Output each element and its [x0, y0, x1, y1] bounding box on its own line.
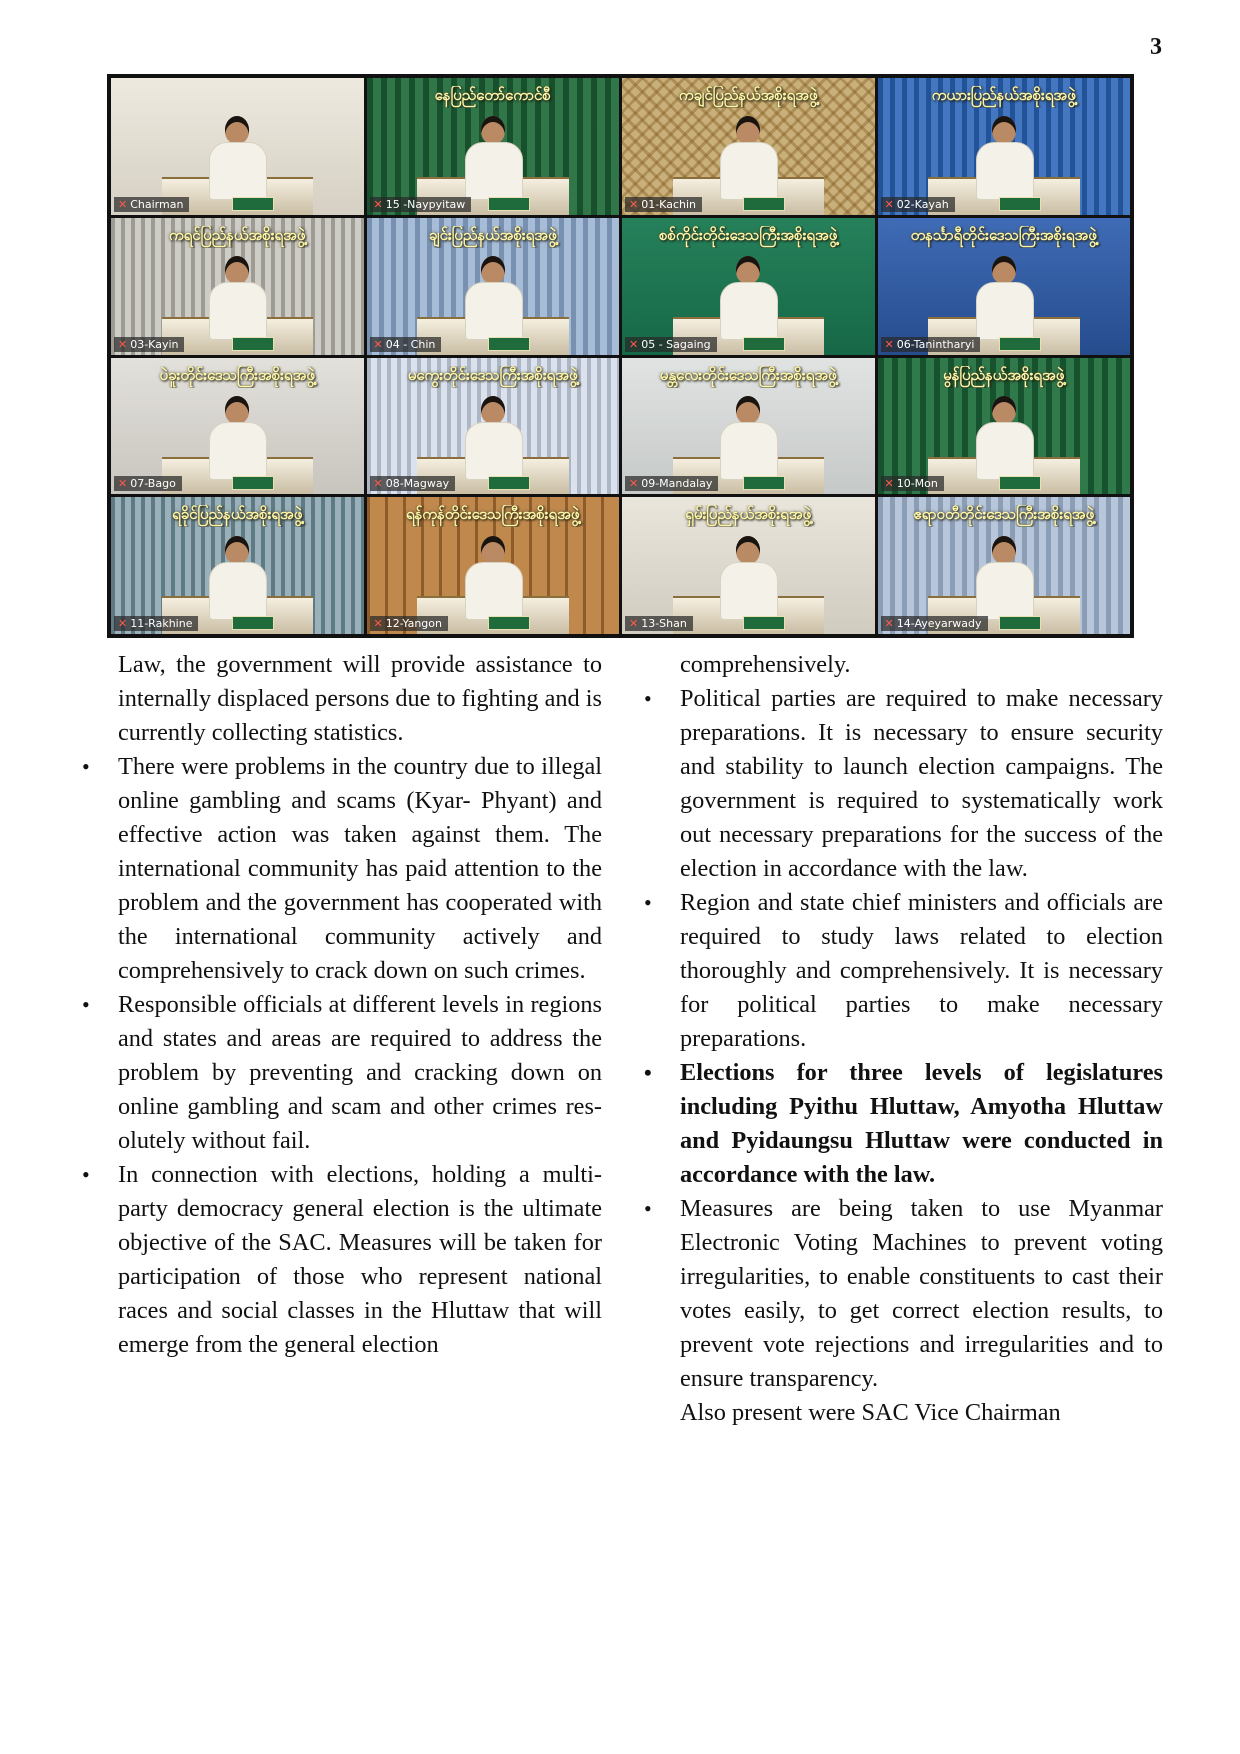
tile-label-text: 13-Shan [641, 617, 687, 630]
video-tile [111, 358, 364, 495]
nameplate [488, 197, 530, 211]
paragraph: comprehensively. [680, 651, 851, 678]
muted-mic-icon: ✕ [373, 337, 383, 351]
tile-label [114, 616, 198, 631]
muted-mic-icon: ✕ [884, 617, 894, 630]
tile-label-text: 04 - Chin [385, 337, 436, 351]
tile-banner: ဧရာဝတီတိုင်းဒေသကြီးအစိုးရအဖွဲ့ [913, 505, 1095, 524]
tile-label-text: 12-Yangon [385, 617, 442, 630]
tile-banner: ကချင်ပြည်နယ်အစိုးရအဖွဲ့ [678, 86, 818, 104]
muted-mic-icon: ✕ [629, 337, 639, 351]
tile-banner: နေပြည်တော်ကောင်စီ [434, 86, 551, 104]
participant-figure [465, 396, 521, 478]
tile-label-text: 11-Rakhine [130, 617, 193, 630]
tile-label [114, 476, 182, 491]
nameplate [232, 616, 274, 630]
tile-label [881, 476, 944, 491]
muted-mic-icon: ✕ [118, 477, 128, 491]
bullet-item: • In connection with elections, holding a multi-party democracy general election is the ultimate objective of the SAC. Measures will be taken for participation of those who represent national races and social classes in the Hluttaw that will emerge from the general election [118, 1158, 602, 1362]
video-tile [111, 78, 364, 215]
muted-mic-icon: ✕ [118, 617, 128, 630]
participant-figure [720, 536, 776, 618]
participant-figure [465, 116, 521, 198]
tile-label [114, 197, 189, 212]
video-tile [878, 78, 1131, 215]
tile-label-text: 14-Ayeyarwady [896, 617, 982, 630]
participant-figure [209, 116, 265, 198]
tile-label-text: 03-Kayin [130, 337, 179, 351]
video-tile [111, 497, 364, 634]
tile-label-text: 15 -Naypyitaw [385, 197, 466, 211]
nameplate [999, 476, 1041, 490]
nameplate [999, 616, 1041, 630]
paragraph: Law, the government will provide assistance to internally displaced persons due to fighting and is currently collecting statistics. [118, 651, 602, 746]
nameplate [743, 197, 785, 211]
nameplate [999, 197, 1041, 211]
video-tile [622, 218, 875, 355]
video-tile [367, 358, 620, 495]
participant-figure [465, 256, 521, 338]
left-column [118, 648, 602, 1362]
tile-label [881, 197, 955, 212]
tile-label [881, 337, 981, 352]
muted-mic-icon: ✕ [373, 477, 383, 491]
muted-mic-icon: ✕ [884, 477, 894, 491]
participant-figure [465, 536, 521, 618]
nameplate [488, 337, 530, 351]
nameplate [232, 197, 274, 211]
tile-banner: စစ်ကိုင်းတိုင်းဒေသကြီးအစိုးရအဖွဲ့ [659, 225, 838, 244]
tile-banner: ချင်းပြည်နယ်အစိုးရအဖွဲ့ [428, 225, 557, 244]
tile-banner: ပဲခူးတိုင်းဒေသကြီးအစိုးရအဖွဲ့ [159, 365, 315, 384]
tile-label-text: 07-Bago [130, 477, 176, 491]
bullet-item-bold: • Elections for three levels of legislatures including Pyithu Hluttaw, Amyotha Hluttaw and Pyidaungsu Hluttaw were conducted in accordance with the law. [680, 1056, 1163, 1192]
tile-banner: ရန်ကုန်တိုင်းဒေသကြီးအစိုးရအဖွဲ့ [406, 505, 580, 524]
tile-label-text: 05 - Sagaing [641, 337, 711, 351]
muted-mic-icon: ✕ [118, 337, 128, 351]
tile-label [114, 337, 184, 352]
muted-mic-icon: ✕ [373, 617, 383, 630]
nameplate [999, 337, 1041, 351]
bullet-item: • Political parties are required to make necessary preparations. It is necessary to ensure security and stability to launch election campaigns. The government is required to systematically work out necessary preparations for the success of the election in accordance with the law. [680, 682, 1163, 886]
tile-label-text: 08-Magway [385, 477, 450, 491]
tile-label [625, 616, 693, 631]
tile-label [625, 337, 717, 352]
nameplate [743, 337, 785, 351]
tile-label [881, 616, 988, 631]
tile-label [370, 616, 448, 631]
participant-figure [209, 536, 265, 618]
tile-banner: ရှမ်းပြည်နယ်အစိုးရအဖွဲ့ [685, 505, 812, 524]
muted-mic-icon: ✕ [884, 197, 894, 211]
nameplate [488, 476, 530, 490]
closing-paragraph: Also present were SAC Vice Chairman [680, 1399, 1061, 1426]
participant-figure [976, 396, 1032, 478]
participant-figure [976, 256, 1032, 338]
tile-label-text: 10-Mon [896, 477, 938, 491]
tile-label [370, 197, 472, 212]
video-tile [878, 497, 1131, 634]
nameplate [743, 616, 785, 630]
tile-label-text: 06-Tanintharyi [896, 337, 975, 351]
page-number: 3 [1150, 34, 1162, 60]
video-tile [367, 497, 620, 634]
participant-figure [209, 256, 265, 338]
video-tile [878, 218, 1131, 355]
nameplate [232, 476, 274, 490]
muted-mic-icon: ✕ [884, 337, 894, 351]
bullet-item: • Measures are being taken to use Myanmar Electronic Voting Machines to prevent voting irregularities, to enable constituents to cast their votes easily, to get correct election results, to prevent vote rejections and irregularities and to ensure transparency. [680, 1192, 1163, 1396]
video-tile [367, 218, 620, 355]
tile-banner: မကွေးတိုင်းဒေသကြီးအစိုးရအဖွဲ့ [407, 365, 578, 384]
tile-label [625, 197, 702, 212]
tile-label [370, 476, 456, 491]
video-tile [111, 218, 364, 355]
video-tile [622, 358, 875, 495]
tile-banner: မွန်ပြည်နယ်အစိုးရအဖွဲ့ [943, 365, 1065, 384]
video-tile [622, 497, 875, 634]
bullet-item: • Responsible officials at different levels in regions and states and areas are required to address the problem by preventing and cracking down on online gambling and scam and other crimes resolutely without fail. [118, 988, 602, 1158]
nameplate [232, 337, 274, 351]
tile-label-text: Chairman [130, 197, 184, 211]
tile-label [625, 476, 718, 491]
participant-figure [720, 256, 776, 338]
muted-mic-icon: ✕ [629, 197, 639, 211]
muted-mic-icon: ✕ [373, 197, 383, 211]
nameplate [488, 616, 530, 630]
tile-label-text: 01-Kachin [641, 197, 696, 211]
bullet-item: • There were problems in the country due to illegal online gambling and scams (Kyar- Phyant) and effective action was taken against them. The international community has paid attention to the problem and the government has cooperated with the international community actively and comprehensively to crack down on such crimes. [118, 750, 602, 988]
bullet-item: • Region and state chief ministers and officials are required to study laws related to election thoroughly and comprehensively. It is necessary for political parties to make necessary preparations. [680, 886, 1163, 1056]
tile-banner: ကယားပြည်နယ်အစိုးရအဖွဲ့ [931, 86, 1076, 104]
participant-figure [976, 536, 1032, 618]
video-tile [878, 358, 1131, 495]
tile-banner: တနင်္သာရီတိုင်းဒေသကြီးအစိုးရအဖွဲ့ [910, 225, 1097, 244]
tile-label [370, 337, 442, 352]
muted-mic-icon: ✕ [629, 617, 639, 630]
right-column [680, 648, 1163, 1430]
video-tile [622, 78, 875, 215]
tile-banner: ကရင်ပြည်နယ်အစိုးရအဖွဲ့ [168, 225, 306, 244]
nameplate [743, 476, 785, 490]
tile-banner: မန္တလေးတိုင်းဒေသကြီးအစိုးရအဖွဲ့ [659, 365, 837, 384]
participant-figure [720, 396, 776, 478]
tile-banner: ရခိုင်ပြည်နယ်အစိုးရအဖွဲ့ [172, 505, 303, 524]
video-tile [367, 78, 620, 215]
participant-figure [720, 116, 776, 198]
video-conference-photo [107, 74, 1134, 638]
tile-label-text: 09-Mandalay [641, 477, 713, 491]
participant-figure [976, 116, 1032, 198]
tile-label-text: 02-Kayah [896, 197, 949, 211]
participant-figure [209, 396, 265, 478]
muted-mic-icon: ✕ [629, 477, 639, 491]
muted-mic-icon: ✕ [118, 197, 128, 211]
